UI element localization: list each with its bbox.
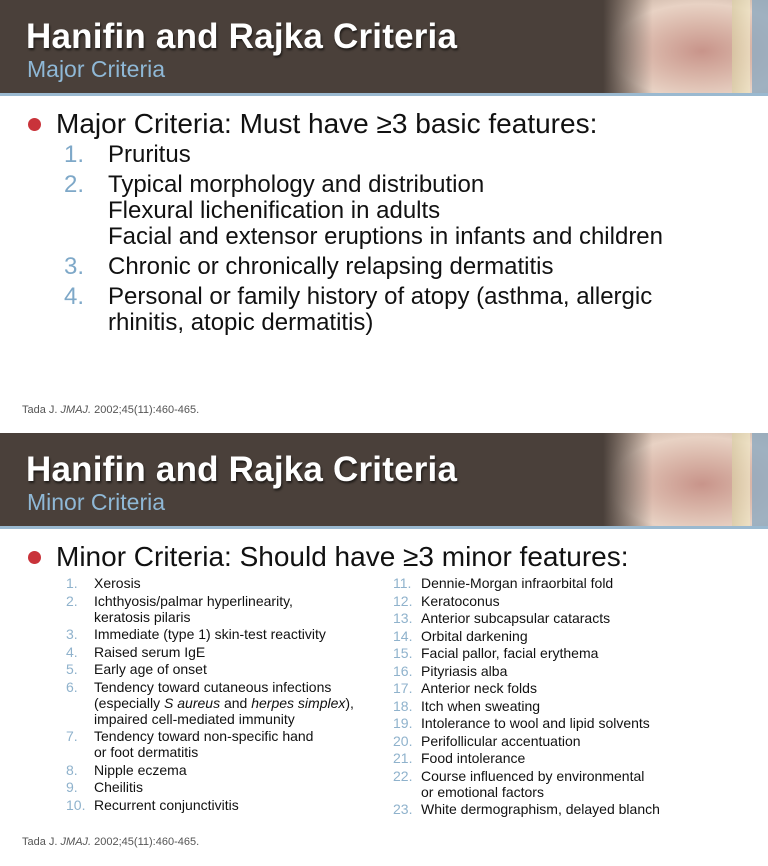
list-item bbox=[66, 593, 354, 625]
list-item bbox=[66, 679, 354, 727]
slide-minor-criteria bbox=[0, 433, 768, 866]
item-text: Pruritus bbox=[108, 141, 191, 168]
item-number: 1. bbox=[64, 141, 85, 168]
item-text: Ichthyosis/palmar hyperlinearity, keratosis pilaris bbox=[94, 592, 293, 625]
list-item bbox=[66, 762, 354, 778]
item-text: Keratoconus bbox=[421, 592, 500, 609]
item-text: Typical morphology and distribution Flexural lichenification in adults Facial and extensor eruptions in infants and children bbox=[108, 171, 663, 250]
slide-header bbox=[0, 0, 768, 93]
item-number: 3. bbox=[66, 626, 78, 642]
list-item bbox=[66, 797, 354, 813]
list-item bbox=[64, 172, 663, 250]
list-item bbox=[393, 801, 660, 817]
bullet-text: Major Criteria: Must have ≥3 basic features: bbox=[56, 108, 598, 139]
item-text: Anterior neck folds bbox=[421, 680, 537, 696]
list-item bbox=[66, 779, 354, 795]
item-number: 15. bbox=[393, 645, 413, 661]
item-text: Recurrent conjunctivitis bbox=[94, 796, 239, 813]
list-item bbox=[66, 661, 354, 677]
item-number: 4. bbox=[64, 283, 85, 310]
item-text: Course influenced by environmental or emotional factors bbox=[421, 767, 645, 800]
item-number: 10. bbox=[66, 796, 86, 813]
item-text: Orbital darkening bbox=[421, 627, 528, 644]
item-text: Dennie-Morgan infraorbital fold bbox=[421, 575, 614, 591]
item-number: 23. bbox=[393, 801, 413, 817]
list-item bbox=[66, 626, 354, 642]
list-item bbox=[393, 750, 660, 766]
list-item bbox=[393, 645, 660, 661]
list-item bbox=[393, 628, 660, 644]
item-text: Itch when sweating bbox=[421, 697, 541, 714]
main-bullet bbox=[28, 108, 597, 140]
item-number: 7. bbox=[66, 728, 78, 744]
item-number: 16. bbox=[393, 662, 413, 679]
item-number: 14. bbox=[393, 627, 413, 644]
item-number: 6. bbox=[66, 678, 78, 695]
header-divider bbox=[0, 526, 768, 529]
list-item bbox=[64, 254, 663, 280]
main-bullet bbox=[28, 541, 629, 573]
citation: Tada J. JMAJ. 2002;45(11):460-465. bbox=[22, 404, 200, 416]
item-number: 8. bbox=[66, 761, 78, 778]
item-number: 9. bbox=[66, 779, 78, 795]
item-number: 5. bbox=[66, 661, 78, 677]
item-number: 4. bbox=[66, 643, 78, 660]
bullet-dot-icon bbox=[28, 551, 41, 564]
list-item bbox=[393, 715, 660, 731]
list-item bbox=[393, 575, 660, 591]
item-number: 3. bbox=[64, 253, 85, 280]
item-number: 18. bbox=[393, 697, 413, 714]
list-item bbox=[66, 644, 354, 660]
minor-criteria-list-right bbox=[393, 575, 660, 819]
item-text: Intolerance to wool and lipid solvents bbox=[421, 715, 650, 731]
item-number: 2. bbox=[64, 171, 85, 198]
bullet-text: Minor Criteria: Should have ≥3 minor features: bbox=[56, 541, 629, 572]
item-text: Raised serum IgE bbox=[94, 643, 206, 660]
slide-header bbox=[0, 433, 768, 526]
list-item bbox=[66, 575, 354, 591]
item-number: 20. bbox=[393, 732, 413, 749]
item-text: Food intolerance bbox=[421, 750, 526, 766]
item-text: Xerosis bbox=[94, 575, 141, 591]
major-criteria-list bbox=[64, 142, 663, 340]
list-item bbox=[66, 728, 354, 760]
item-text: Facial pallor, facial erythema bbox=[421, 645, 599, 661]
bullet-dot-icon bbox=[28, 118, 41, 131]
list-item bbox=[393, 733, 660, 749]
item-number: 2. bbox=[66, 592, 78, 609]
slide-subtitle: Major Criteria bbox=[27, 56, 166, 82]
item-number: 12. bbox=[393, 592, 413, 609]
slide-title: Hanifin and Rajka Criteria bbox=[26, 450, 458, 489]
header-photo bbox=[603, 433, 768, 526]
item-text: Anterior subcapsular cataracts bbox=[421, 610, 611, 626]
item-text: Immediate (type 1) skin-test reactivity bbox=[94, 626, 326, 642]
list-item bbox=[64, 142, 663, 168]
item-number: 19. bbox=[393, 715, 413, 731]
item-text: Tendency toward non-specific hand or foot dermatitis bbox=[94, 728, 314, 760]
item-text: White dermographism, delayed blanch bbox=[421, 801, 660, 817]
minor-criteria-list-left bbox=[66, 575, 354, 814]
citation: Tada J. JMAJ. 2002;45(11):460-465. bbox=[22, 836, 200, 848]
item-text: Tendency toward cutaneous infections (especially S aureus and herpes simplex), impaired cell-mediated immunity bbox=[94, 678, 354, 727]
item-number: 13. bbox=[393, 610, 413, 626]
item-text: Perifollicular accentuation bbox=[421, 732, 581, 749]
item-text: Pityriasis alba bbox=[421, 662, 508, 679]
item-text: Personal or family history of atopy (asthma, allergic rhinitis, atopic dermatitis) bbox=[108, 283, 653, 336]
header-divider bbox=[0, 93, 768, 96]
item-number: 11. bbox=[393, 575, 412, 591]
list-item bbox=[393, 610, 660, 626]
header-photo bbox=[603, 0, 768, 93]
list-item bbox=[393, 663, 660, 679]
list-item bbox=[393, 680, 660, 696]
list-item bbox=[393, 768, 660, 800]
list-item bbox=[393, 698, 660, 714]
list-item bbox=[393, 593, 660, 609]
slide-title: Hanifin and Rajka Criteria bbox=[26, 17, 458, 56]
item-number: 1. bbox=[66, 575, 78, 591]
item-number: 17. bbox=[393, 680, 413, 696]
item-number: 21. bbox=[393, 750, 413, 766]
item-text: Cheilitis bbox=[94, 779, 144, 795]
item-text: Early age of onset bbox=[94, 661, 207, 677]
list-item bbox=[64, 284, 663, 336]
item-text: Chronic or chronically relapsing dermatitis bbox=[108, 253, 554, 280]
item-number: 22. bbox=[393, 767, 413, 784]
item-text: Nipple eczema bbox=[94, 761, 187, 778]
slide-subtitle: Minor Criteria bbox=[27, 489, 166, 515]
